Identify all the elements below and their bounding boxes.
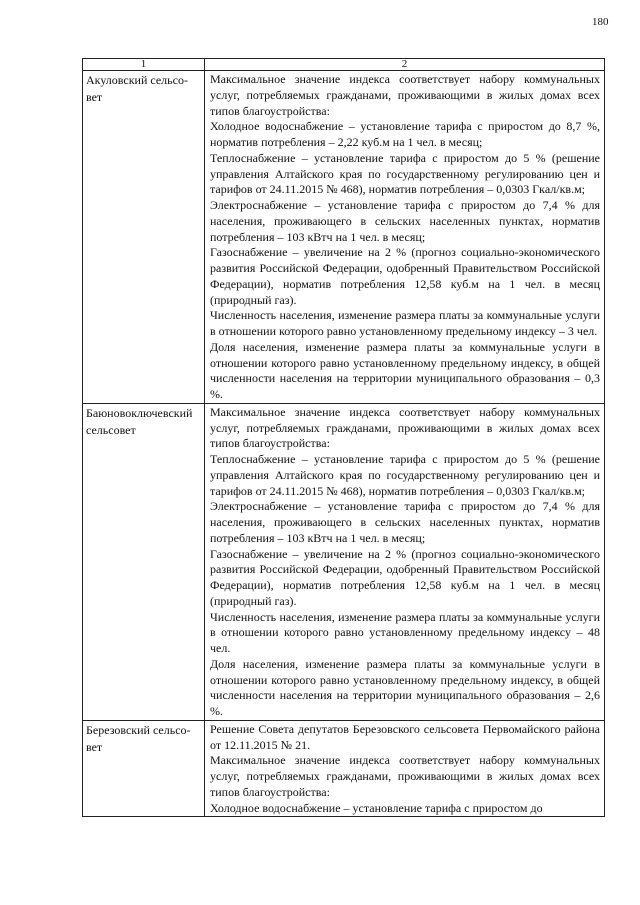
- column-header-2: 2: [205, 59, 605, 71]
- paragraph: Доля населения, изменение размера платы за коммунальные услуги в отношении которого равно установленному предельному индексу, в общей численности населения на территории муниципального образования – 0,3 %.: [210, 339, 600, 401]
- paragraph: Газоснабжение – увеличение на 2 % (прогноз социально-экономического развития Российской Федерации, одобренный Правительством Российской Федерации), норматив потребления 12,58 куб.м на 1 чел. в месяц (природный газ).: [210, 546, 600, 608]
- paragraph: Электроснабжение – установление тарифа с приростом до 7,4 % для населения, проживающего в сельских населенных пунктах, норматив потребления – 103 кВтч на 1 чел. в месяц;: [210, 499, 600, 545]
- paragraph: Холодное водоснабжение – установление тарифа с приростом до: [210, 800, 543, 815]
- column-header-1: 1: [83, 59, 205, 71]
- paragraph: Численность населения, изменение размера платы за коммунальные услуги в отношении которого равно установленному предельному индексу – 3 чел.: [210, 308, 600, 338]
- table-row: [83, 403, 605, 720]
- paragraph: Максимальное значение индекса соответствует набору коммунальных услуг, потребляемых гражданами, проживающими в жилых домах всех типов благоустройства:: [210, 404, 600, 451]
- page-number: 180: [592, 16, 609, 28]
- paragraph: Численность населения, изменение размера платы за коммунальные услуги в отношении которого равно установленному предельному индексу – 48 чел.: [210, 609, 600, 655]
- paragraph: Теплоснабжение – установление тарифа с приростом до 5 % (решение управления Алтайского края по государственному регулированию цен и тарифов от 24.11.2015 № 468), норматив потребления – 0,0303 Гкал/кв.м;: [210, 150, 600, 197]
- district-name: Березовский сельсо-вет: [83, 720, 205, 817]
- paragraph: Максимальное значение индекса соответствует набору коммунальных услуг, потребляемых гражданами, проживающими в жилых домах всех типов благоустройства:: [210, 72, 600, 118]
- table-header-row: [83, 59, 605, 71]
- district-description: [205, 720, 605, 817]
- table-row: [83, 720, 605, 817]
- table-row: [83, 71, 605, 404]
- paragraph: Решение Совета депутатов Березовского сельсовета Первомайского района от 12.11.2015 № 21.: [210, 721, 600, 752]
- district-name: Акуловский сельсо-вет: [83, 71, 205, 404]
- paragraph: Газоснабжение – увеличение на 2 % (прогноз социально-экономического развития Российской Федерации, одобренный Правительством Российской Федерации), норматив потребления 12,58 куб.м на 1 чел. в месяц (природный газ).: [210, 245, 600, 307]
- district-name: Баюновоключевский сельсовет: [83, 403, 205, 720]
- paragraph: Доля населения, изменение размера платы за коммунальные услуги в отношении которого равно установленному предельному индексу, в общей численности населения на территории муниципального образования – 2,6 %.: [210, 656, 600, 718]
- paragraph: Максимальное значение индекса соответствует набору коммунальных услуг, потребляемых гражданами, проживающими в жилых домах всех типов благоустройства:: [210, 753, 600, 799]
- paragraph: Электроснабжение – установление тарифа с приростом до 7,4 % для населения, проживающего в сельских населенных пунктах, норматив потребления – 103 кВтч на 1 чел. в месяц;: [210, 198, 600, 244]
- district-description: [205, 403, 605, 720]
- paragraph: Холодное водоснабжение – установление тарифа с приростом до 8,7 %, норматив потребления – 2,22 куб.м на 1 чел. в месяц;: [210, 119, 600, 149]
- district-description: [205, 71, 605, 404]
- tariff-table: [82, 58, 605, 817]
- paragraph: Теплоснабжение – установление тарифа с приростом до 5 % (решение управления Алтайского края по государственному регулированию цен и тарифов от 24.11.2015 № 468), норматив потребления – 0,0303 Гкал/кв.м;: [210, 452, 600, 498]
